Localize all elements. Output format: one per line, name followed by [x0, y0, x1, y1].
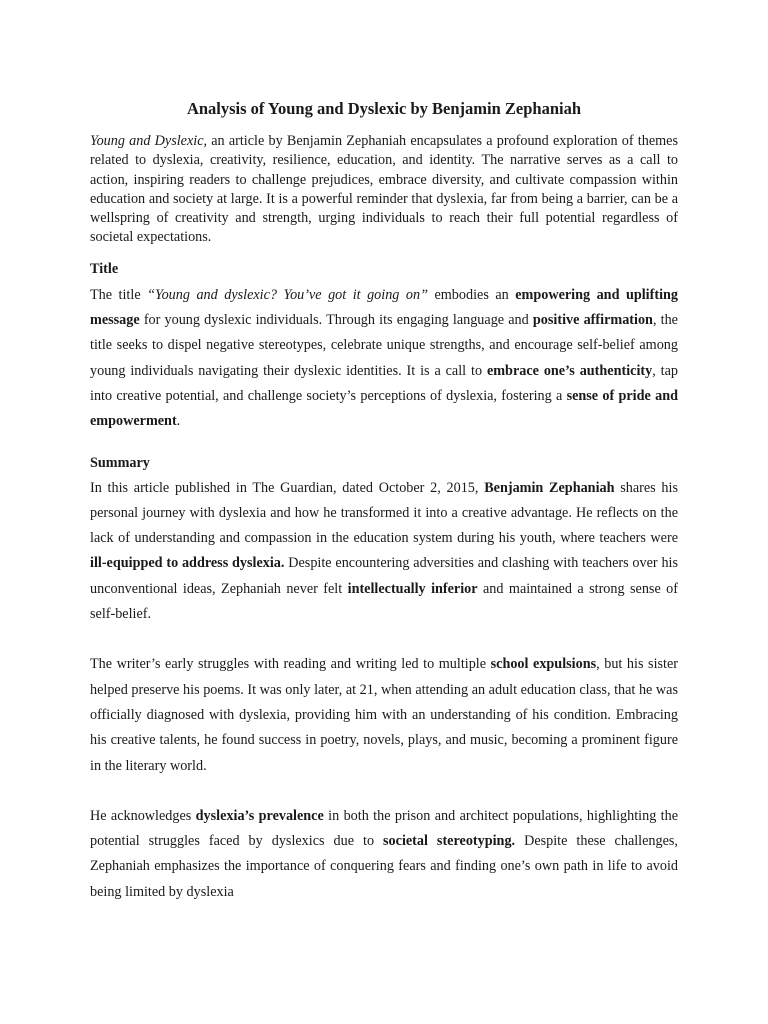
italic-phrase: “Young and dyslexic? You’ve got it going on” — [147, 286, 428, 303]
text-run: . — [176, 413, 181, 430]
bold-phrase: sense of pride and empowerment — [90, 387, 678, 430]
text-run: shares his personal journey with dyslexia and how he transformed it into a creative advantage. He reflects on the lack of understanding and compassion in the education system during his youth, where teachers were — [90, 479, 678, 547]
text-run: , the title seeks to dispel negative stereotypes, celebrate unique strengths, and encourage self-belief among young individuals navigating their dyslexic identities. It is a call to — [90, 312, 678, 379]
bold-phrase: dyslexia’s prevalence — [195, 807, 324, 824]
text-run: and maintained a strong sense of self-belief. — [90, 580, 678, 623]
summary-paragraph-3 — [90, 804, 678, 905]
bold-phrase: Benjamin Zephaniah — [484, 479, 615, 496]
bold-phrase: embrace one’s authenticity — [486, 362, 653, 379]
bold-phrase: positive affirmation — [532, 312, 653, 329]
text-run: for young dyslexic individuals. Through its engaging language and — [139, 312, 533, 329]
text-run: He acknowledges — [90, 807, 196, 824]
intro-article-name: Young and Dyslexic, — [90, 133, 208, 149]
bold-phrase: empowering and uplifting message — [90, 286, 679, 329]
summary-paragraph-1 — [90, 476, 678, 628]
intro-text: an article by Benjamin Zephaniah encapsulates a profound exploration of themes related to dyslexia, creativity, resilience, education, and identity. The narrative serves as a call to action, inspiring readers to challenge prejudices, embrace diversity, and cultivate compassion within education and society at large. It is a powerful reminder that dyslexia, far from being a barrier, can be a wellspring of creativity and strength, urging individuals to reach their full potential regardless of societal expectations. — [90, 133, 678, 246]
bold-phrase: school expulsions — [490, 656, 597, 673]
title-section-heading: Title — [90, 260, 119, 277]
bold-phrase: societal stereotyping. — [383, 833, 516, 850]
title-section-paragraph — [90, 283, 678, 435]
intro-paragraph — [90, 132, 678, 248]
text-run: The title — [90, 286, 148, 303]
text-run: Despite encountering adversities and clashing with teachers over his unconventional ideas, Zephaniah never felt — [90, 555, 679, 597]
text-run: embodies an — [427, 286, 516, 303]
text-run: The writer’s early struggles with reading and writing led to multiple — [90, 656, 491, 673]
bold-phrase: intellectually inferior — [347, 580, 478, 597]
summary-section-heading: Summary — [90, 454, 150, 471]
text-run: Despite these challenges, Zephaniah emphasizes the importance of conquering fears and finding one’s own path in life to avoid being limited by dyslexia — [90, 833, 678, 900]
text-run: In this article published in The Guardian, dated October 2, 2015, — [90, 479, 485, 496]
text-run: in both the prison and architect populations, highlighting the potential struggles faced by dyslexics due to — [90, 807, 678, 850]
text-run: , but his sister helped preserve his poems. It was only later, at 21, when attending an adult education class, that he was officially diagnosed with dyslexia, providing him with an understanding of his condition. Embracing his creative talents, he found success in poetry, novels, plays, and music, becoming a prominent figure in the literary world. — [90, 656, 679, 774]
summary-paragraph-2 — [90, 652, 678, 778]
text-run: , tap into creative potential, and challenge society’s perceptions of dyslexia, fostering a — [90, 362, 678, 404]
bold-phrase: ill-equipped to address dyslexia. — [90, 555, 285, 572]
document-title: Analysis of Young and Dyslexic by Benjamin Zephaniah — [186, 99, 582, 118]
